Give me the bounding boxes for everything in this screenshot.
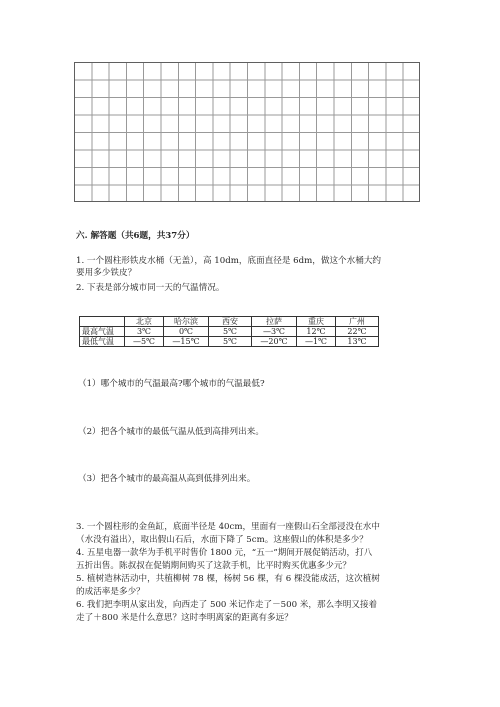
min-temp-label: 最低气温 [80,337,125,347]
city-header: 北京 [125,317,164,327]
temperature-table [79,316,379,347]
q3-line1: 3. 一个圆柱形的金鱼缸，底面半径是 40cm，里面有一座假山石全部浸没在水中 [76,522,380,532]
min-temp-cell: —1℃ [297,337,336,347]
min-temp-cell: —5℃ [125,337,164,347]
q2-sub2: （2）把各个城市的最低气温从低到高排列出来。 [78,427,264,437]
q1-line1: 1. 一个圆柱形铁皮水桶（无盖），高 10dm，底面直径是 6dm，做这个水桶大约 [76,256,382,266]
max-temp-label: 最高气温 [80,327,125,337]
q2-intro: 2. 下表是部分城市同一天的气温情况。 [76,283,225,293]
max-temp-cell: 0℃ [164,327,209,337]
max-temp-cell: 5℃ [209,327,252,337]
city-header: 哈尔滨 [164,317,209,327]
max-temp-cell: —3℃ [252,327,297,337]
min-temp-cell: 5℃ [209,337,252,347]
q3-line2: （水没有溢出），取出假山石后，水面下降了 5cm。这座假山的体积是多少？ [76,535,368,545]
q2-sub3: （3）把各个城市的最高温从高到低排列出来。 [78,474,256,484]
q6-line2: 走了＋800 米是什么意思？这时李明离家的距离有多远？ [76,613,293,623]
q5-line2: 的成活率是多少？ [76,587,145,597]
section-title: 六. 解答题（共6题，共37分） [76,231,195,241]
max-temp-cell: 22℃ [336,327,379,337]
q5-line1: 5. 植树造林活动中，共植柳树 78 棵，杨树 56 棵，有 6 棵没能成活，这次植树 [76,574,380,584]
max-temp-cell: 3℃ [125,327,164,337]
table-header-row [80,317,379,327]
max-temp-cell: 12℃ [297,327,336,337]
min-temp-cell: —20℃ [252,337,297,347]
city-header: 重庆 [297,317,336,327]
q4-line2: 五折出售。陈叔叔在促销期间购买了这款手机，比平时购买优惠多少元？ [76,561,352,571]
q2-sub1: （1）哪个城市的气温最高?哪个城市的气温最低? [78,379,265,389]
q4-line1: 4. 五星电器一款华为手机平时售价 1800 元，“五一”期间开展促销活动，打八 [76,548,373,558]
writing-grid [74,62,420,202]
city-header: 西安 [209,317,252,327]
min-temp-cell: —15℃ [164,337,209,347]
min-temp-cell: 13℃ [336,337,379,347]
q1-line2: 要用多少铁皮？ [76,268,137,278]
max-temp-row [80,327,379,337]
city-header: 广州 [336,317,379,327]
q6-line1: 6. 我们把李明从家出发，向西走了 500 米记作走了－500 米，那么李明又接着 [76,600,378,610]
table-corner-cell [80,317,125,327]
city-header: 拉萨 [252,317,297,327]
min-temp-row [80,337,379,347]
